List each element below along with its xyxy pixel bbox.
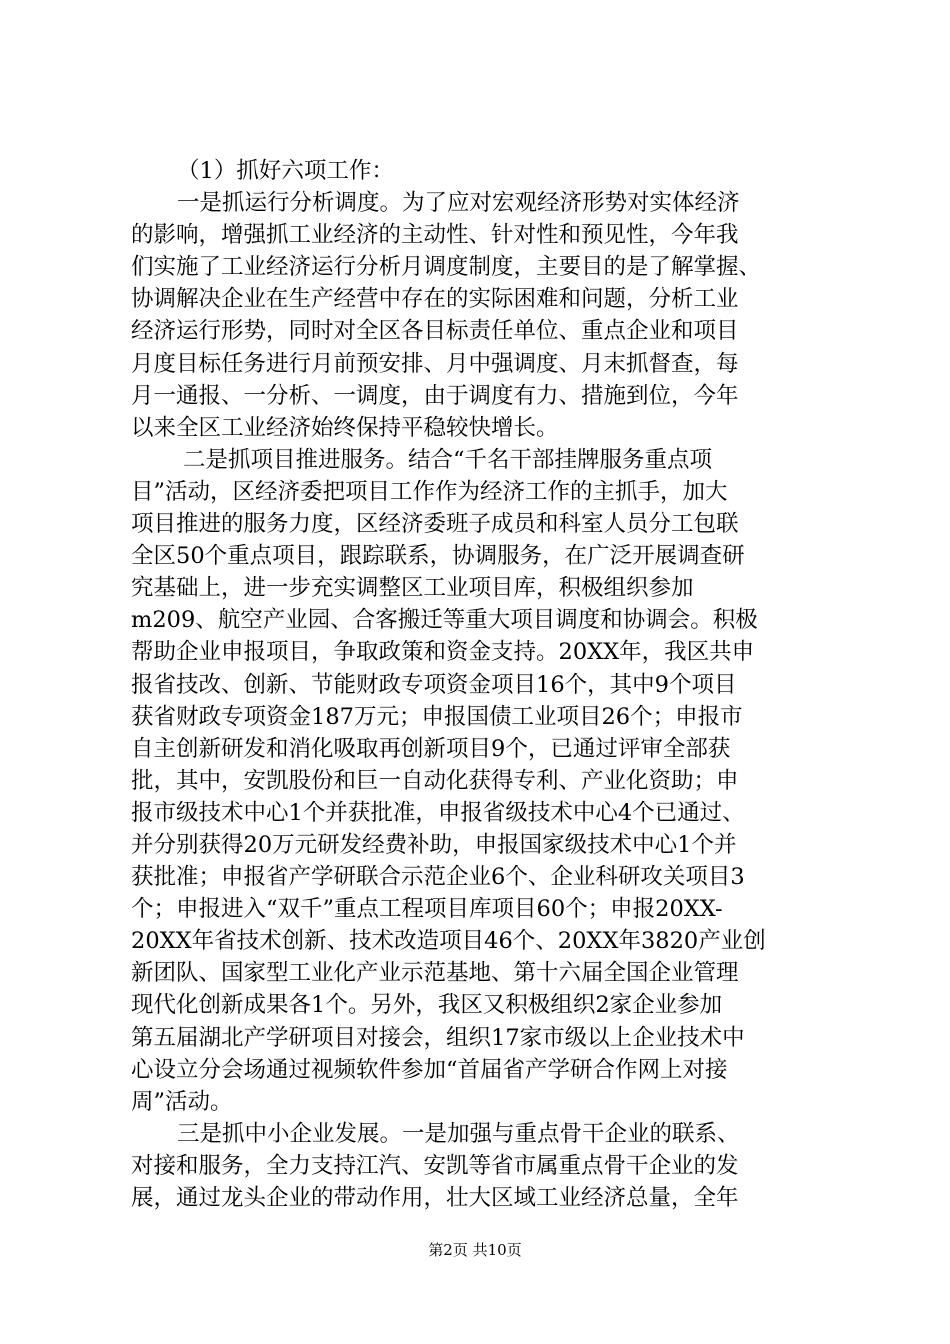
paragraph-line: 月度目标任务进行月前预安排、月中强调度、月末抓督查，每 bbox=[131, 350, 739, 377]
paragraph-line: 并分别获得20万元研发经费补助，申报国家级技术中心1个并 bbox=[131, 831, 737, 858]
page-number-footer: 第2页 共10页 bbox=[428, 1241, 522, 1259]
paragraph-line: 协调解决企业在生产经营中存在的实际困难和问题，分析工业 bbox=[131, 286, 739, 313]
paragraph-line: 周”活动。 bbox=[131, 1088, 233, 1115]
paragraph-line: 经济运行形势，同时对全区各目标责任单位、重点企业和项目 bbox=[131, 318, 739, 345]
paragraph-line: 心设立分会场通过视频软件参加“首届省产学研合作网上对接 bbox=[131, 1056, 728, 1083]
paragraph-line: 现代化创新成果各1个。另外，我区又积极组织2家企业参加 bbox=[131, 992, 723, 1019]
document-body bbox=[131, 155, 831, 1214]
paragraph-line: 项目推进的服务力度，区经济委班子成员和科室人员分工包联 bbox=[131, 511, 739, 538]
paragraph-line: 以来全区工业经济始终保持平稳较快增长。 bbox=[131, 414, 559, 441]
paragraph-line: 全区50个重点项目，跟踪联系，协调服务，在广泛开展调查研 bbox=[131, 543, 745, 570]
paragraph-line: 展，通过龙头企业的带动作用，壮大区域工业经济总量，全年 bbox=[131, 1185, 739, 1211]
paragraph-line: 一是抓运行分析调度。为了应对宏观经济形势对实体经济 bbox=[177, 190, 740, 217]
paragraph-line: 二是抓项目推进服务。结合“千名干部挂牌服务重点项 bbox=[183, 446, 713, 473]
paragraph-line: 的影响，增强抓工业经济的主动性、针对性和预见性，今年我 bbox=[131, 222, 739, 249]
paragraph-line: m209、航空产业园、合客搬迁等重大项目调度和协调会。积极 bbox=[131, 607, 758, 634]
paragraph-line: 个；申报进入“双千”重点工程项目库项目60个；申报20XX- bbox=[131, 896, 723, 923]
paragraph-line: 获批准；申报省产学研联合示范企业6个、企业科研攻关项目3 bbox=[131, 864, 745, 891]
paragraph-line: 三是抓中小企业发展。一是加强与重点骨干企业的联系、 bbox=[177, 1120, 740, 1147]
paragraph-line: 批，其中，安凯股份和巨一自动化获得专利、产业化资助；申 bbox=[131, 767, 739, 794]
paragraph-line: 获省财政专项资金187万元；申报国债工业项目26个；申报市 bbox=[131, 703, 743, 730]
paragraph-line: 第五届湖北产学研项目对接会，组织17家市级以上企业技术中 bbox=[131, 1024, 745, 1051]
section-heading: （1）抓好六项工作： bbox=[177, 158, 394, 184]
paragraph-line: 报省技改、创新、节能财政专项资金项目16个，其中9个项目 bbox=[131, 671, 737, 698]
paragraph-line: 帮助企业申报项目，争取政策和资金支持。20XX年，我区共申 bbox=[131, 639, 755, 666]
paragraph-line: 们实施了工业经济运行分析月调度制度，主要目的是了解掌握、 bbox=[131, 254, 762, 281]
paragraph-line: 新团队、国家型工业化产业示范基地、第十六届全国企业管理 bbox=[131, 960, 739, 987]
paragraph-line: 目”活动，区经济委把项目工作作为经济工作的主抓手，加大 bbox=[131, 478, 728, 505]
paragraph-line: 对接和服务，全力支持江汽、安凯等省市属重点骨干企业的发 bbox=[131, 1152, 739, 1179]
paragraph-line: 月一通报、一分析、一调度，由于调度有力、措施到位，今年 bbox=[131, 382, 739, 409]
paragraph-line: 20XX年省技术创新、技术改造项目46个、20XX年3820产业创 bbox=[131, 928, 766, 955]
paragraph-line: 报市级技术中心1个并获批准，申报省级技术中心4个已通过、 bbox=[131, 799, 745, 826]
paragraph-line: 究基础上，进一步充实调整区工业项目库，积极组织参加 bbox=[131, 575, 694, 602]
paragraph-line: 自主创新研发和消化吸取再创新项目9个，已通过评审全部获 bbox=[131, 735, 731, 762]
